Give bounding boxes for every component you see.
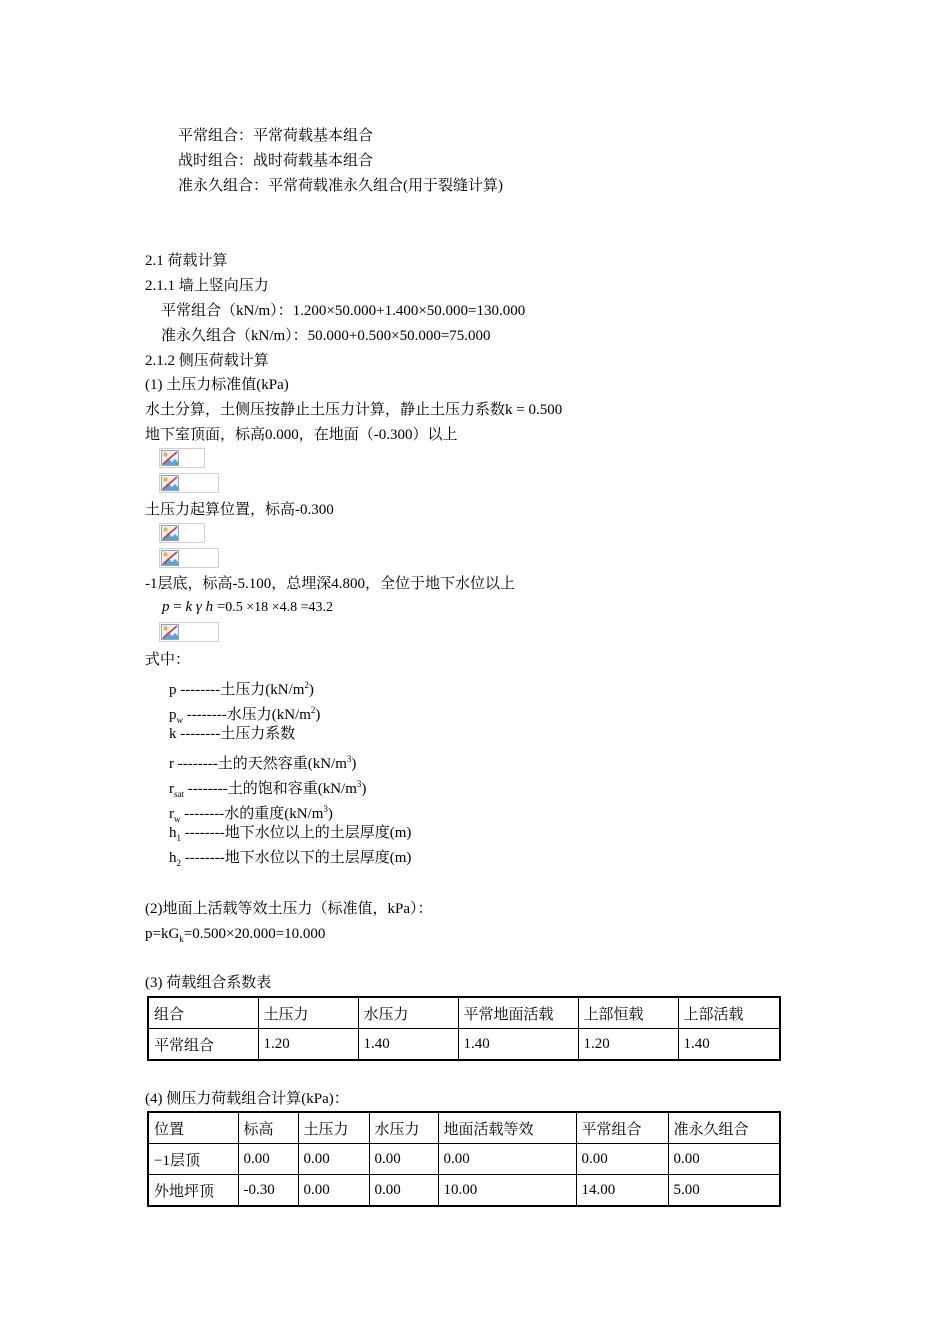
table-header-cell: 上部恒载 bbox=[578, 997, 678, 1029]
formula-result: 0.5 ×18 ×4.8 =43.2 bbox=[225, 600, 333, 615]
formula-part: =0.500×20.000=10.000 bbox=[183, 926, 326, 942]
table-header-cell: 标高 bbox=[238, 1112, 298, 1144]
combo-calc-title: (4) 侧压力荷载组合计算(kPa)： bbox=[145, 1091, 349, 1107]
broken-image-icon bbox=[159, 523, 205, 543]
table-row bbox=[148, 1144, 780, 1175]
table-header-cell: 准永久组合 bbox=[668, 1112, 780, 1144]
section-2-1-heading: 2.1 荷载计算 bbox=[145, 253, 228, 269]
live-load-formula bbox=[145, 924, 325, 949]
table-cell: 1.40 bbox=[678, 1029, 780, 1061]
table-cell: 10.00 bbox=[438, 1175, 576, 1207]
table-row bbox=[148, 1175, 780, 1207]
table-header-cell: 水压力 bbox=[369, 1112, 438, 1144]
table-header-row bbox=[148, 1112, 780, 1144]
floor-bottom-line: -1层底，标高-5.100，总埋深4.800，全位于地下水位以上 bbox=[145, 576, 515, 592]
vertical-normal-line: 平常组合（kN/m）：1.200×50.000+1.400×50.000=130.000 bbox=[161, 303, 526, 319]
symbol-definition: r --------土的天然容重$(kN/m^3)$ bbox=[169, 754, 357, 773]
table-cell: 1.40 bbox=[458, 1029, 578, 1061]
table-cell: 0.00 bbox=[298, 1144, 369, 1175]
symbol-definition: $h_2$ --------地下水位以下的土层厚度(m) bbox=[169, 849, 412, 868]
combo-quasi: 准永久组合：平常荷载准永久组合(用于裂缝计算) bbox=[178, 178, 503, 194]
formula-p: p bbox=[162, 599, 170, 615]
formula-h: h bbox=[205, 599, 214, 615]
broken-image-icon bbox=[159, 622, 219, 642]
section-2-1-1-heading: 2.1.1 墙上竖向压力 bbox=[145, 278, 269, 294]
formula-part: p=kG bbox=[145, 926, 180, 942]
table-cell: −1层顶 bbox=[148, 1144, 238, 1175]
table-header-cell: 土压力 bbox=[258, 997, 358, 1029]
vertical-quasi-line: 准永久组合（kN/m）：50.000+0.500×50.000=75.000 bbox=[161, 328, 491, 344]
pressure-start-line: 土压力起算位置，标高-0.300 bbox=[145, 502, 334, 518]
table-cell: 1.20 bbox=[258, 1029, 358, 1061]
table-header-cell: 组合 bbox=[148, 997, 258, 1029]
table-cell: 0.00 bbox=[438, 1144, 576, 1175]
table-cell: 平常组合 bbox=[148, 1029, 258, 1061]
formula-k: k bbox=[185, 599, 193, 615]
coef-table-title: (3) 荷载组合系数表 bbox=[145, 975, 272, 991]
table-cell: 5.00 bbox=[668, 1175, 780, 1207]
combo-calc-table bbox=[147, 1111, 781, 1207]
symbol-definition: $r_{sat}$ --------土的饱和容重$(kN/m^3)$ bbox=[169, 778, 367, 799]
table-cell: 0.00 bbox=[576, 1144, 668, 1175]
table-cell: 1.20 bbox=[578, 1029, 678, 1061]
table-cell: 0.00 bbox=[298, 1175, 369, 1207]
table-cell: 0.00 bbox=[668, 1144, 780, 1175]
table-header-cell: 平常组合 bbox=[576, 1112, 668, 1144]
formula-sub: k bbox=[179, 934, 184, 944]
table-cell: 14.00 bbox=[576, 1175, 668, 1207]
where-label: 式中： bbox=[145, 652, 191, 668]
table-header-cell: 平常地面活载 bbox=[458, 997, 578, 1029]
basement-top-line: 地下室顶面，标高0.000，在地面（-0.300）以上 bbox=[145, 427, 458, 443]
broken-image-icon bbox=[159, 473, 219, 493]
earth-pressure-title: (1) 土压力标准值(kPa) bbox=[145, 377, 289, 393]
symbol-definition: $r_w$ --------水的重度$(kN/m^3)$ bbox=[169, 803, 333, 824]
broken-image-icon bbox=[159, 448, 205, 468]
symbol-definition: $p_w$ --------水压力$(kN/m^2)$ bbox=[169, 704, 321, 725]
earth-pressure-formula bbox=[162, 597, 333, 618]
table-cell: 外地坪顶 bbox=[148, 1175, 238, 1207]
combo-wartime: 战时组合：战时荷载基本组合 bbox=[178, 153, 374, 169]
table-cell: 0.00 bbox=[369, 1175, 438, 1207]
table-header-cell: 上部活载 bbox=[678, 997, 780, 1029]
earth-pressure-desc: 水土分算，土侧压按静止土压力计算，静止土压力系数k = 0.500 bbox=[145, 402, 563, 418]
table-cell: 1.40 bbox=[358, 1029, 458, 1061]
table-cell: 0.00 bbox=[238, 1144, 298, 1175]
table-cell: 0.00 bbox=[369, 1144, 438, 1175]
table-header-cell: 地面活载等效 bbox=[438, 1112, 576, 1144]
table-header-cell: 水压力 bbox=[358, 997, 458, 1029]
formula-eq2: = bbox=[216, 599, 226, 615]
symbol-definition: p --------土压力$(kN/m^2)$ bbox=[169, 680, 314, 698]
broken-image-icon bbox=[159, 548, 219, 568]
section-2-1-2-heading: 2.1.2 侧压荷载计算 bbox=[145, 353, 269, 369]
table-cell: -0.30 bbox=[238, 1175, 298, 1207]
symbol-definition: k --------土压力系数 bbox=[169, 726, 296, 743]
live-load-title: (2)地面上活载等效土压力（标准值，kPa）： bbox=[145, 901, 433, 917]
coef-table bbox=[147, 996, 781, 1061]
formula-eq: = bbox=[173, 599, 182, 615]
table-header-cell: 位置 bbox=[148, 1112, 238, 1144]
combo-normal: 平常组合：平常荷载基本组合 bbox=[178, 128, 374, 144]
table-header-cell: 土压力 bbox=[298, 1112, 369, 1144]
table-row bbox=[148, 1029, 780, 1061]
symbol-definition: $h_1$ --------地下水位以上的土层厚度(m) bbox=[169, 825, 412, 844]
table-header-row bbox=[148, 997, 780, 1029]
formula-gamma: γ bbox=[195, 599, 202, 615]
